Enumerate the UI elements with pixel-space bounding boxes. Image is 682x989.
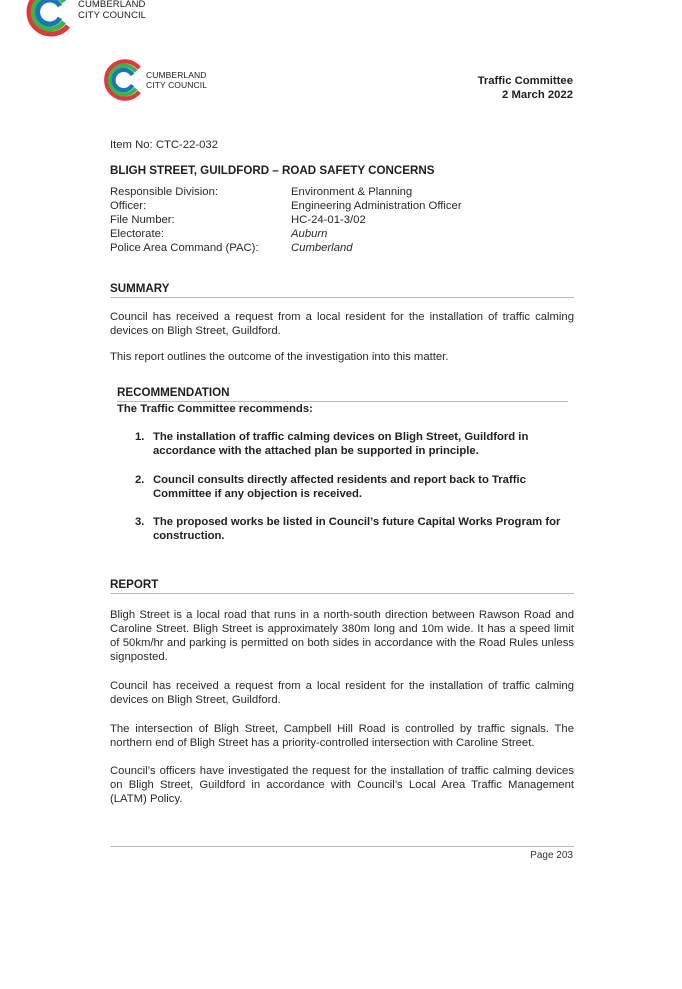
meta-label: Electorate: (110, 228, 165, 240)
report-heading: REPORT (110, 578, 159, 591)
list-item-text: The installation of traffic calming devices on Bligh Street, Guildford in accordance with the attached plan be supported in principle. (153, 431, 529, 457)
footer-divider (110, 846, 574, 847)
report-paragraph: The intersection of Bligh Street, Campbell Hill Road is controlled by traffic signals. The northern end of Bligh Street has a priority-controlled intersection with Caroline Street. (110, 723, 574, 749)
page-title: BLIGH STREET, GUILDFORD – ROAD SAFETY CONCERNS (110, 164, 435, 177)
report-divider (110, 593, 574, 594)
meta-label: File Number: (110, 214, 175, 226)
meta-value: Cumberland (291, 242, 353, 254)
recommendation-list (135, 430, 575, 550)
meta-value: Auburn (291, 228, 328, 240)
summary-paragraph: Council has received a request from a local resident for the installation of traffic calming devices on Bligh Street, Guildford. (110, 311, 574, 337)
meta-label: Police Area Command (PAC): (110, 242, 259, 254)
item-number: Item No: CTC-22-032 (110, 139, 218, 151)
list-item-number: 2. (135, 474, 145, 486)
header-logo-line2: CITY COUNCIL (146, 80, 208, 90)
meta-row (110, 213, 570, 227)
report-paragraph: Council has received a request from a local resident for the installation of traffic calming devices on Bligh Street, Guildford. (110, 680, 574, 706)
meta-row (110, 185, 570, 199)
header-committee: Traffic Committee (477, 75, 573, 87)
summary-divider (110, 297, 574, 298)
list-item-text: Council consults directly affected residents and report back to Traffic Committee if any objection is received. (153, 474, 526, 500)
meta-label: Responsible Division: (110, 186, 218, 198)
meta-row (110, 199, 570, 213)
page-number: Page 203 (530, 850, 573, 861)
recommendation-heading: RECOMMENDATION (117, 386, 230, 399)
header-logo-line1: CUMBERLAND (146, 70, 207, 80)
list-item-number: 3. (135, 516, 145, 528)
recommendation-divider (117, 401, 568, 402)
header-logo (102, 58, 242, 104)
recommendation-intro: The Traffic Committee recommends: (117, 403, 313, 415)
top-logo (24, 0, 164, 40)
meta-table (110, 185, 570, 255)
list-item-number: 1. (135, 431, 145, 443)
summary-heading: SUMMARY (110, 282, 170, 295)
meta-row (110, 241, 570, 255)
meta-value: HC-24-01-3/02 (291, 214, 366, 226)
top-logo-line2: CITY COUNCIL (78, 10, 147, 21)
council-logo-icon (102, 58, 146, 102)
meta-value: Engineering Administration Officer (291, 200, 462, 212)
list-item-text: The proposed works be listed in Council’s future Capital Works Program for construction. (153, 516, 561, 542)
report-paragraph: Bligh Street is a local road that runs in a north-south direction between Rawson Road and Caroline Street. Bligh Street is approximately 380m long and 10m wide. It has a speed limit of 50km/hr and parking is permitted on both sides in accordance with the Road Rules unless signposted. (110, 609, 574, 663)
header-date: 2 March 2022 (502, 89, 573, 101)
summary-paragraph: This report outlines the outcome of the investigation into this matter. (110, 351, 449, 363)
council-logo-icon (24, 0, 76, 38)
meta-row (110, 227, 570, 241)
meta-label: Officer: (110, 200, 147, 212)
report-paragraph: Council’s officers have investigated the request for the installation of traffic calming devices on Bligh Street, Guildford in accordance with Council’s Local Area Traffic Management (LATM) Policy. (110, 765, 574, 805)
top-logo-line1: CUMBERLAND (78, 0, 146, 10)
meta-value: Environment & Planning (291, 186, 413, 198)
